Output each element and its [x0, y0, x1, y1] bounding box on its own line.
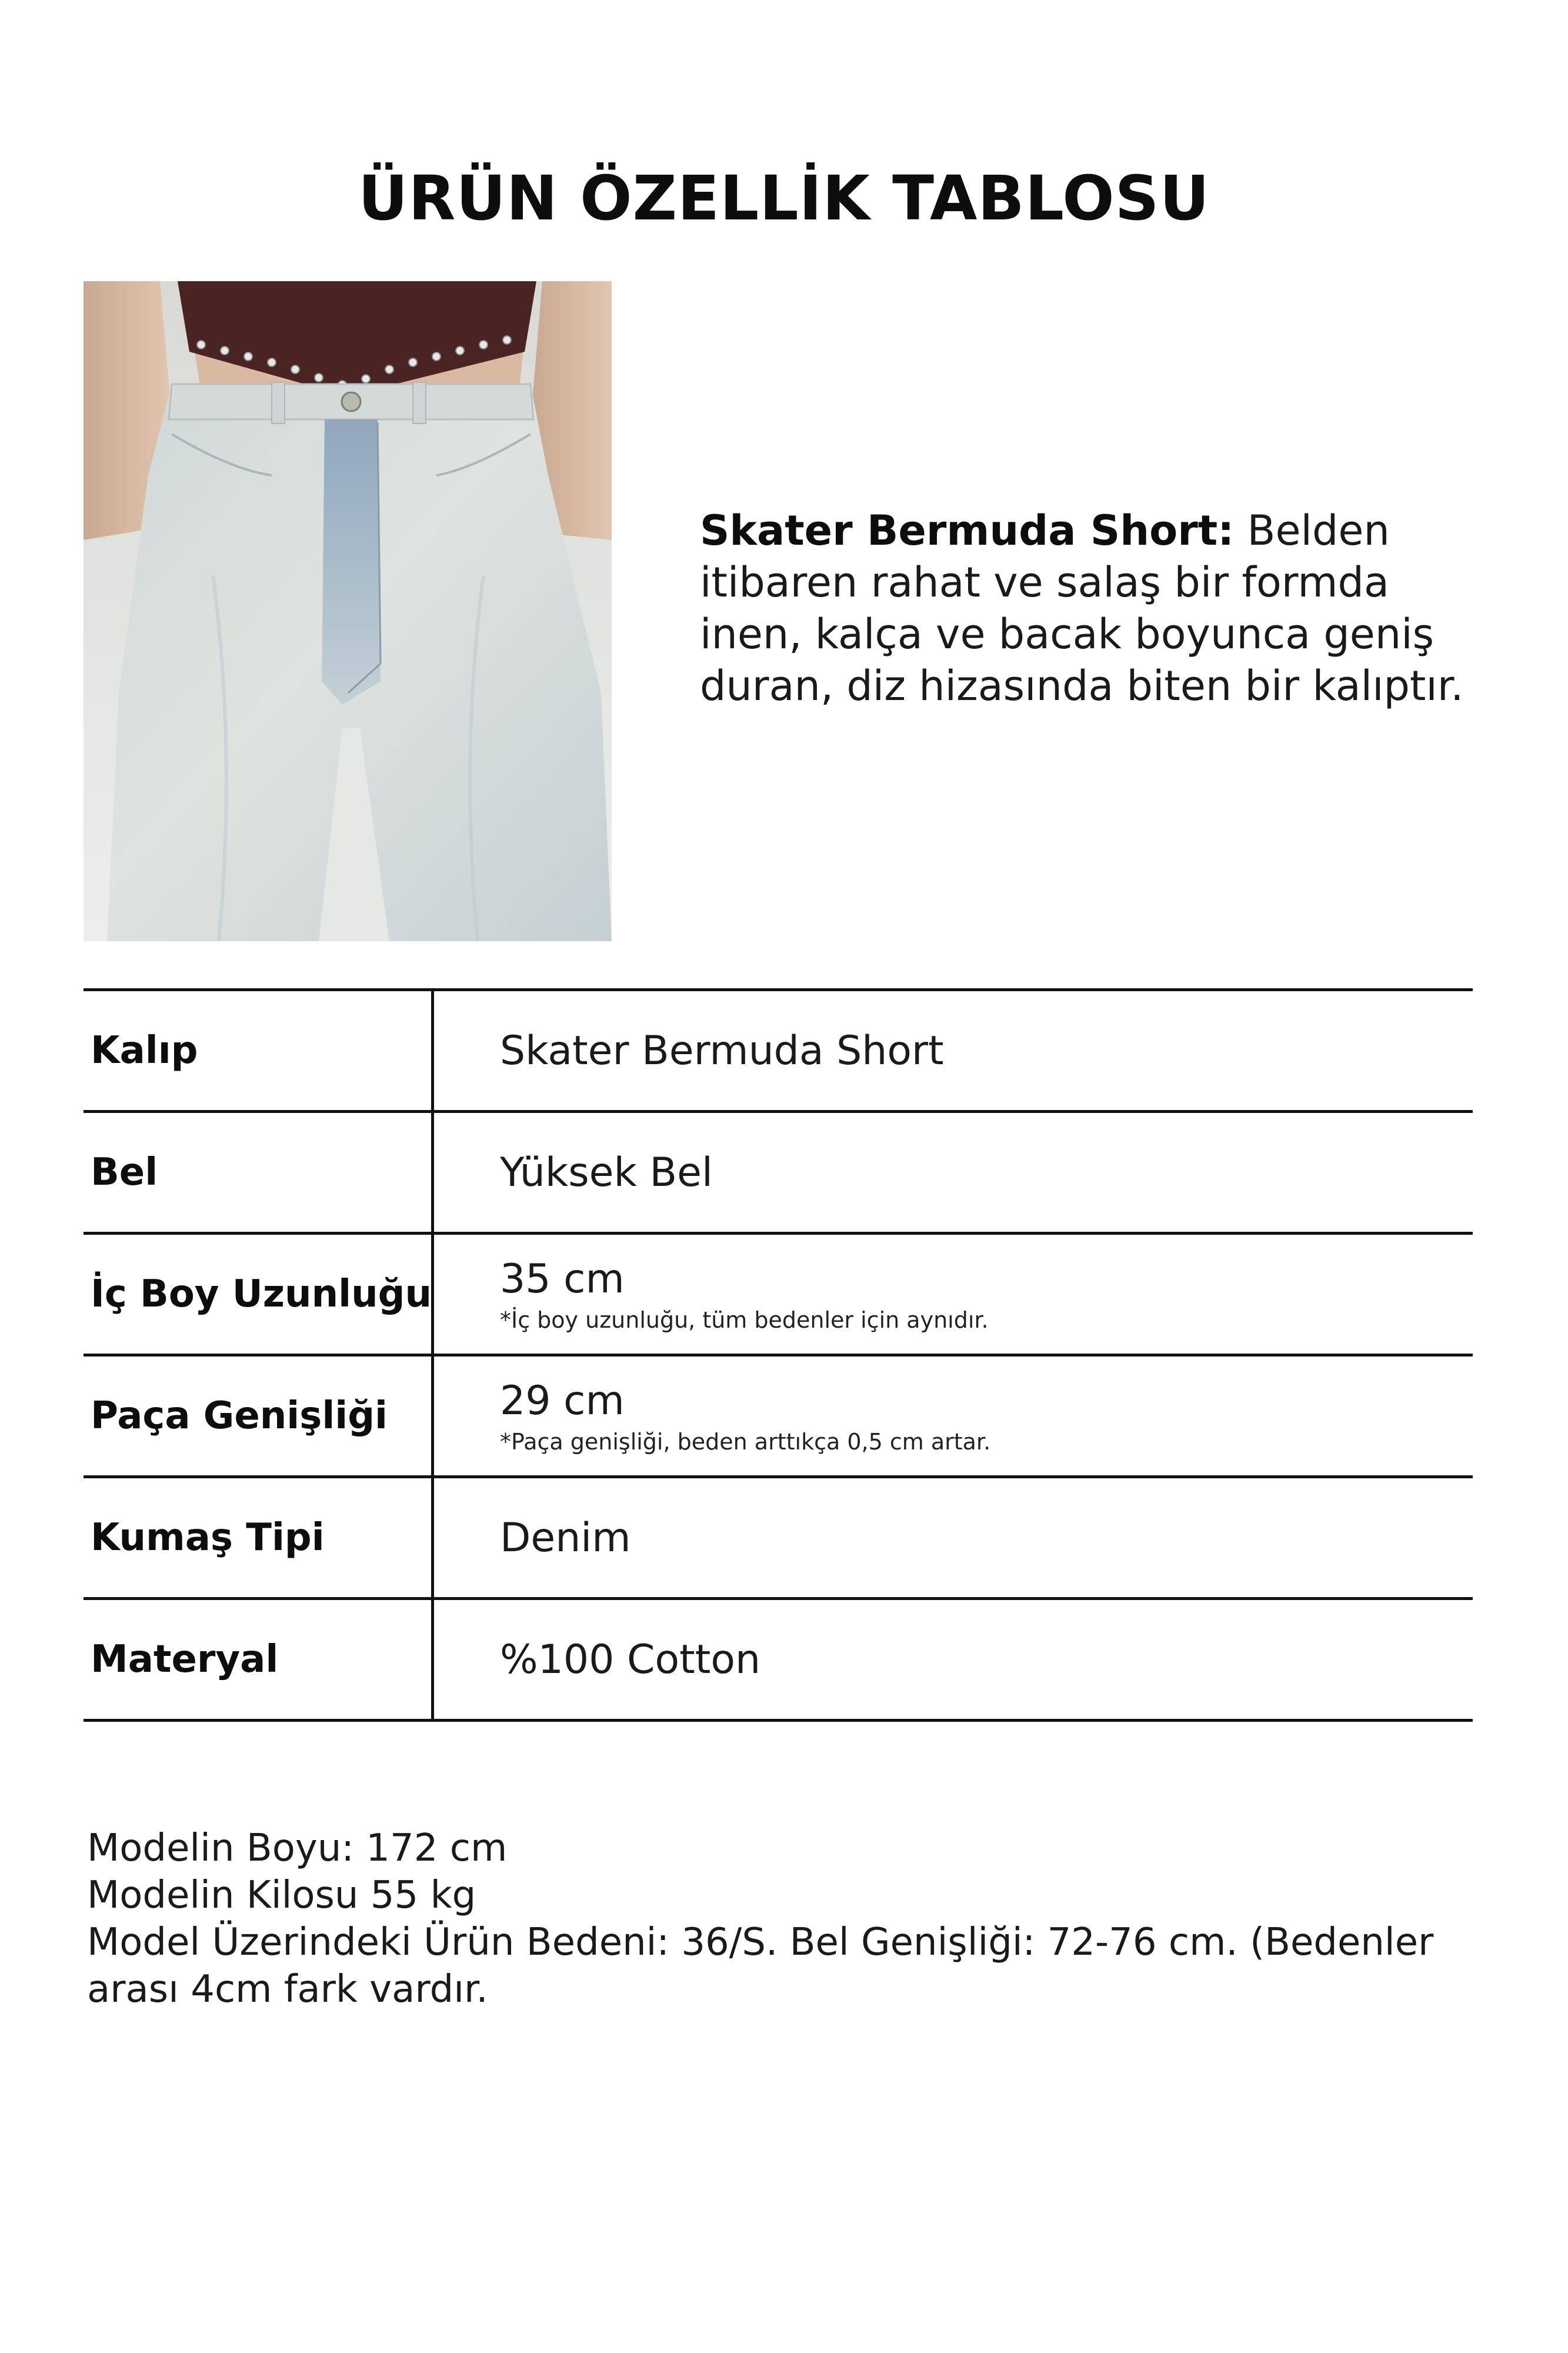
spec-value: %100 Cotton — [500, 1636, 761, 1683]
spec-value-cell — [434, 1478, 1473, 1597]
spec-value-cell — [434, 1357, 1473, 1475]
model-weight: Modelin Kilosu 55 kg — [87, 1874, 476, 1917]
description-text: Belden itibaren rahat ve salaş bir formda inen, kalça ve bacak boyunca geniş duran, diz hizasında biten bir kalıptır. — [700, 506, 1464, 710]
spec-row-kumas — [84, 1478, 1473, 1600]
spec-value-cell — [434, 1113, 1473, 1232]
spec-row-paca — [84, 1357, 1473, 1478]
spec-value-cell — [434, 991, 1473, 1110]
spec-value: 29 cm — [500, 1377, 625, 1424]
spec-label: Materyal — [84, 1600, 434, 1719]
spec-value-cell — [434, 1600, 1473, 1719]
model-info — [87, 1825, 1510, 2013]
spec-label: Paça Genişliği — [84, 1357, 434, 1475]
description-lead: Skater Bermuda Short: — [700, 506, 1235, 555]
spec-row-kalip — [84, 991, 1473, 1113]
spec-value: 35 cm — [500, 1255, 625, 1302]
spec-value: Skater Bermuda Short — [500, 1027, 944, 1074]
spec-row-bel — [84, 1113, 1473, 1235]
page-title: ÜRÜN ÖZELLİK TABLOSU — [358, 162, 1210, 234]
spec-row-materyal — [84, 1600, 1473, 1722]
spec-label: Kumaş Tipi — [84, 1478, 434, 1597]
spec-value-cell — [434, 1235, 1473, 1354]
spec-note: *İç boy uzunluğu, tüm bedenler için aynıdır. — [500, 1307, 989, 1333]
spec-label: Bel — [84, 1113, 434, 1232]
model-height: Modelin Boyu: 172 cm — [87, 1827, 508, 1870]
model-size: Model Üzerindeki Ürün Bedeni: 36/S. Bel Genişliği: 72-76 cm. (Bedenler arası 4cm fark vardır. — [87, 1921, 1434, 2011]
spec-table — [84, 988, 1473, 1722]
spec-label: İç Boy Uzunluğu — [84, 1235, 434, 1354]
spec-row-ic-boy — [84, 1235, 1473, 1357]
spec-value: Denim — [500, 1514, 631, 1561]
product-description — [700, 505, 1500, 712]
product-photo — [84, 281, 612, 941]
spec-note: *Paça genişliği, beden arttıkça 0,5 cm artar. — [500, 1428, 991, 1455]
spec-value: Yüksek Bel — [500, 1149, 713, 1196]
spec-label: Kalıp — [84, 991, 434, 1110]
